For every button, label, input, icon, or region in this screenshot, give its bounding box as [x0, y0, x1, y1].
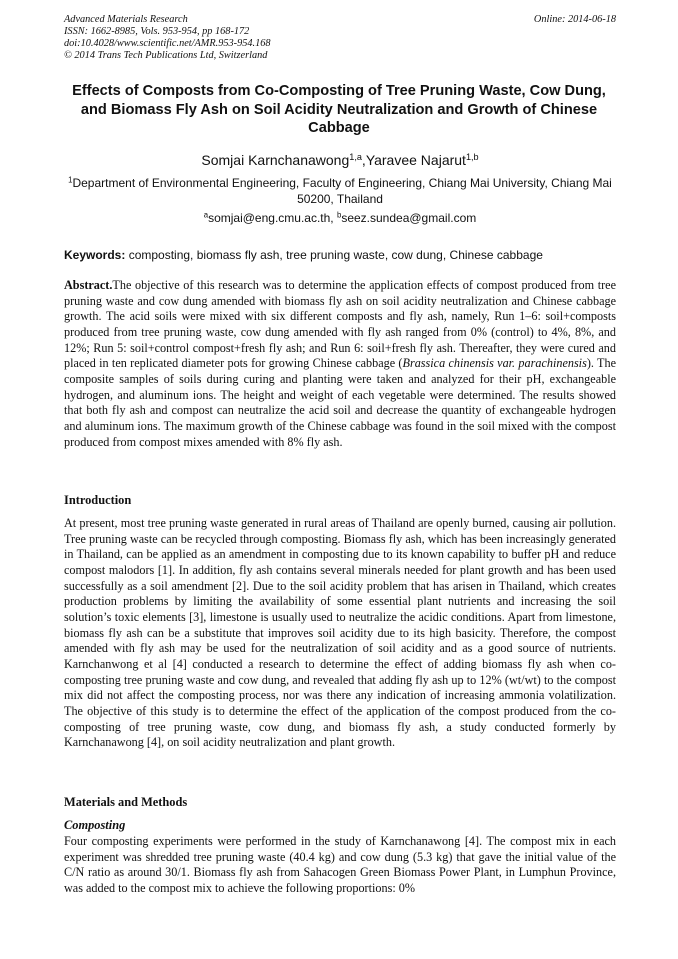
author-separator: , [361, 152, 366, 168]
journal-header [64, 14, 616, 62]
paper-title: Effects of Composts from Co-Composting of Tree Pruning Waste, Cow Dung, and Biomass Fly Ash on Soil Acidity Neutralization and Growth of Chinese Cabbage [72, 83, 606, 136]
composting-subheading: Composting [64, 818, 126, 832]
methods-heading: Materials and Methods [64, 795, 188, 809]
online-date: Online: 2014-06-18 [533, 14, 616, 25]
abstract-text-cont: ). The composite samples of soils during curing and planting were taken and analyzed for their pH, exchangeable hydrogen, and aluminum ions. The height and weight of each vegetable were determined. The results showed that both fly ash and compost can neutralize the acid soil and decrease the quantity of exchangeable hydrogen and aluminum ions. The maximum growth of the Chinese cabbage was found in the soil mixed with the compost produced from compost mixes amended with 8% fly ash. [64, 356, 616, 449]
author-line [64, 151, 616, 169]
species-name: Brassica chinensis var. parachinensis [402, 356, 587, 371]
abstract [64, 278, 616, 450]
composting-text: Four composting experiments were performed in the study of Karnchanawong [4]. The compost mix in each experiment was shredded tree pruning waste (40.4 kg) and cow dung (5.3 kg) that gave the initial value of the C/N ratio as around 30/1. Biomass fly ash from Sahacogen Green Biomass Power Plant, in Lumphun Province, was added to the compost mix to achieve the following proportions: 0% [64, 834, 616, 895]
keywords-label: Keywords: [64, 248, 126, 262]
affiliation-text: Department of Environmental Engineering, Faculty of Engineering, Chiang Mai University, Chiang Mai 50200, Thailand [72, 176, 612, 206]
journal-copyright: © 2014 Trans Tech Publications Ltd, Switzerland [64, 50, 268, 61]
keywords [64, 248, 616, 263]
abstract-label: Abstract. [64, 278, 113, 292]
journal-doi: doi:10.4028/www.scientific.net/AMR.953-954.168 [64, 38, 271, 49]
introduction-heading: Introduction [64, 493, 132, 507]
author-affil-marker: 1,b [465, 152, 479, 162]
email-marker: a [203, 210, 209, 220]
author-name: Yaravee Najarut [365, 152, 466, 168]
journal-issn: ISSN: 1662-8985, Vols. 953-954, pp 168-172 [64, 26, 250, 37]
email-marker: b [336, 210, 342, 220]
author-emails [64, 211, 616, 226]
author-affil-marker: 1,a [349, 152, 362, 162]
keywords-text: composting, biomass fly ash, tree pruning waste, cow dung, Chinese cabbage [125, 248, 543, 262]
email-link[interactable]: somjai@eng.cmu.ac.th, [208, 211, 337, 225]
introduction-text: At present, most tree pruning waste generated in rural areas of Thailand are openly burned, causing air pollution. Tree pruning waste can be recycled through composting. Biomass fly ash, which has been increasingly generated in Thailand, can be applied as an amendment in composting due to its known capability to buffer pH and reduce compost malodors [1]. In addition, fly ash contains several minerals needed for plant growth and has been used successfully as a soil amendment [2]. Due to the soil acidity problem that has arisen in Thailand, which creates production problems by limiting the availability of some essential plant nutrients and increasing the soil solution’s toxic elements [3], limestone is usually used to neutralize the acidic conditions. Apart from limestone, biomass fly ash can be a substitute that improves soil acidity due to its high basicity. Therefore, the compost amended with fly ash may be used for the neutralization of soil acidity and as a good source of nutrients. Karnchanwong et al [4] conducted a research to determine the effect of adding biomass fly ash when co-composting tree pruning waste and cow dung, and revealed that adding fly ash up to 12% (wt/wt) to the compost mix did not affect the composting process, nor was there any indication of increasing ammonia volatilization. The objective of this study is to determine the effect of the application of the compost produced from the co-composting of tree pruning waste, cow dung, and biomass fly ash, a study conducted formerly by Karnchanawong [4], on soil acidity neutralization and plant growth. [64, 516, 616, 750]
author-name: Somjai Karnchanawong [201, 152, 350, 168]
affiliation [64, 176, 616, 207]
abstract-text: The objective of this research was to determine the application effects of compost produced from tree pruning waste and cow dung amended with biomass fly ash on soil acidity neutralization and Chinese cabbage growth. The acid soils were mixed with six different composts and fly ash, namely, Run 1–6: soil+composts produced from tree pruning waste, cow dung amended with fly ash ranged from 0% (control) to 4%, 8%, and 12%; Run 5: soil+control compost+fresh fly ash; and Run 6: soil+fresh fly ash. Thereafter, they were cured and placed in ten replicated diameter pots for growing Chinese cabbage ( [64, 278, 616, 371]
affiliation-marker: 1 [68, 175, 73, 185]
journal-name: Advanced Materials Research [64, 14, 188, 25]
email-link[interactable]: seez.sundea@gmail.com [341, 211, 477, 225]
